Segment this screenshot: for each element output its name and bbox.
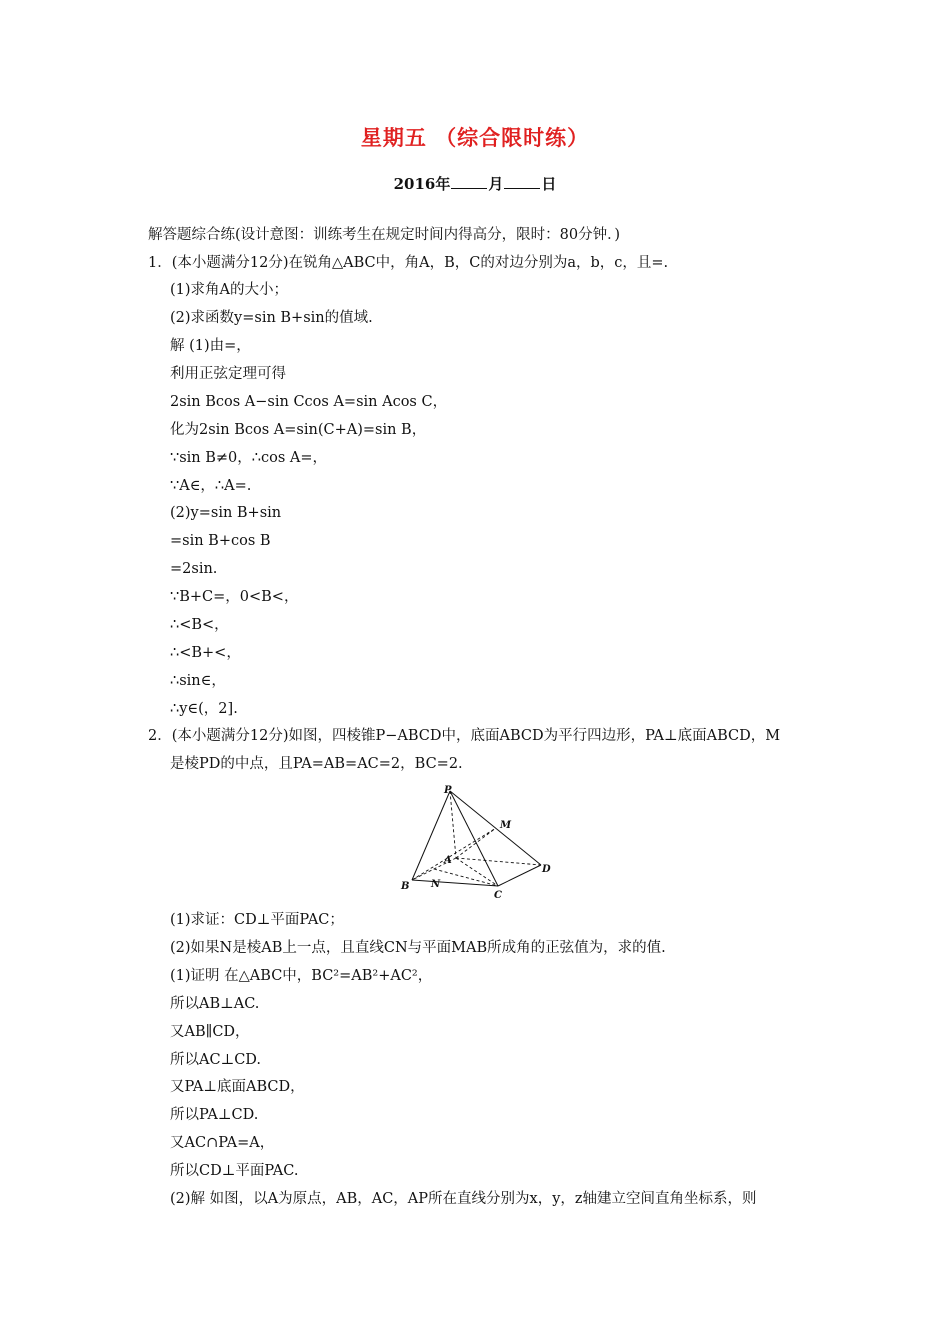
edge-BC bbox=[412, 880, 498, 886]
problem-1-statement: 1．(本小题满分12分)在锐角△ABC中，角A，B，C的对边分别为a，b，c，且=. bbox=[148, 255, 669, 271]
solution-line: ∴sin∈， bbox=[170, 673, 226, 689]
solution-line: ∴<B<， bbox=[170, 617, 229, 633]
problem-2-statement-cont: 是棱PD的中点，且PA=AB=AC=2，BC=2. bbox=[170, 756, 463, 772]
label-N: N bbox=[431, 879, 441, 890]
edge-AD bbox=[456, 858, 541, 865]
solution-line: 利用正弦定理可得 bbox=[170, 366, 286, 382]
proof-line: 所以PA⊥CD. bbox=[170, 1107, 259, 1123]
day-blank bbox=[504, 174, 540, 189]
solution-line: ∵A∈，∴A=. bbox=[170, 478, 252, 494]
date-line bbox=[0, 173, 950, 194]
label-P: P bbox=[444, 785, 452, 796]
proof-line: (1)证明 在△ABC中，BC²=AB²+AC²， bbox=[170, 968, 433, 984]
edge-CD bbox=[498, 865, 541, 886]
proof-line: 又AB∥CD， bbox=[170, 1024, 250, 1040]
solution-line: ∵sin B≠0，∴cos A=， bbox=[170, 450, 328, 466]
edge-AC bbox=[456, 858, 498, 886]
solution-line: (2)y=sin B+sin bbox=[170, 505, 282, 521]
solution-line: =sin B+cos B bbox=[170, 533, 271, 549]
proof-line: 所以AB⊥AC. bbox=[170, 996, 260, 1012]
intro-text: 解答题综合练(设计意图：训练考生在规定时间内得高分，限时：80分钟．) bbox=[148, 227, 621, 243]
date-month: 月 bbox=[488, 175, 504, 193]
label-M: M bbox=[500, 820, 512, 831]
solution-line: 解 (1)由=， bbox=[170, 338, 251, 354]
problem-2-part-2: (2)如果N是棱AB上一点，且直线CN与平面MAB所成角的正弦值为，求的值. bbox=[170, 940, 666, 956]
month-blank bbox=[451, 174, 487, 189]
date-year: 2016年 bbox=[393, 175, 451, 193]
date-day: 日 bbox=[541, 175, 557, 193]
solution-line: 2sin Bcos A−sin Ccos A=sin Acos C， bbox=[170, 394, 448, 410]
solution-line: ∴y∈(，2]. bbox=[170, 701, 238, 717]
edge-PB bbox=[412, 791, 450, 880]
problem-1-part-1: (1)求角A的大小； bbox=[170, 282, 289, 298]
problem-1-part-2: (2)求函数y=sin B+sin的值域. bbox=[170, 310, 373, 326]
problem-2-part-1: (1)求证：CD⊥平面PAC； bbox=[170, 912, 344, 928]
solution-line: ∵B+C=，0<B<， bbox=[170, 589, 299, 605]
page-title: 星期五 （综合限时练） bbox=[360, 125, 590, 150]
solution-line: 化为2sin Bcos A=sin(C+A)=sin B， bbox=[170, 422, 427, 438]
label-C: C bbox=[494, 890, 502, 901]
proof-line: 所以AC⊥CD. bbox=[170, 1052, 262, 1068]
proof-line: 又PA⊥底面ABCD， bbox=[170, 1079, 305, 1095]
pyramid-figure bbox=[398, 783, 554, 903]
solution-line: ∴<B+<， bbox=[170, 645, 241, 661]
proof-line: 又AC∩PA=A， bbox=[170, 1135, 275, 1151]
solution-line: (2)解 如图，以A为原点，AB，AC，AP所在直线分别为x，y，z轴建立空间直角坐标系，则 bbox=[170, 1191, 757, 1207]
edge-AM bbox=[456, 828, 496, 858]
label-A: A bbox=[444, 855, 452, 866]
problem-2-statement: 2．(本小题满分12分)如图，四棱锥P−ABCD中，底面ABCD为平行四边形，PA⊥底面ABCD，M bbox=[148, 728, 781, 744]
label-B: B bbox=[401, 881, 410, 892]
edge-PC bbox=[450, 791, 498, 886]
proof-line: 所以CD⊥平面PAC. bbox=[170, 1163, 299, 1179]
label-D: D bbox=[542, 864, 551, 875]
solution-line: =2sin. bbox=[170, 561, 218, 577]
